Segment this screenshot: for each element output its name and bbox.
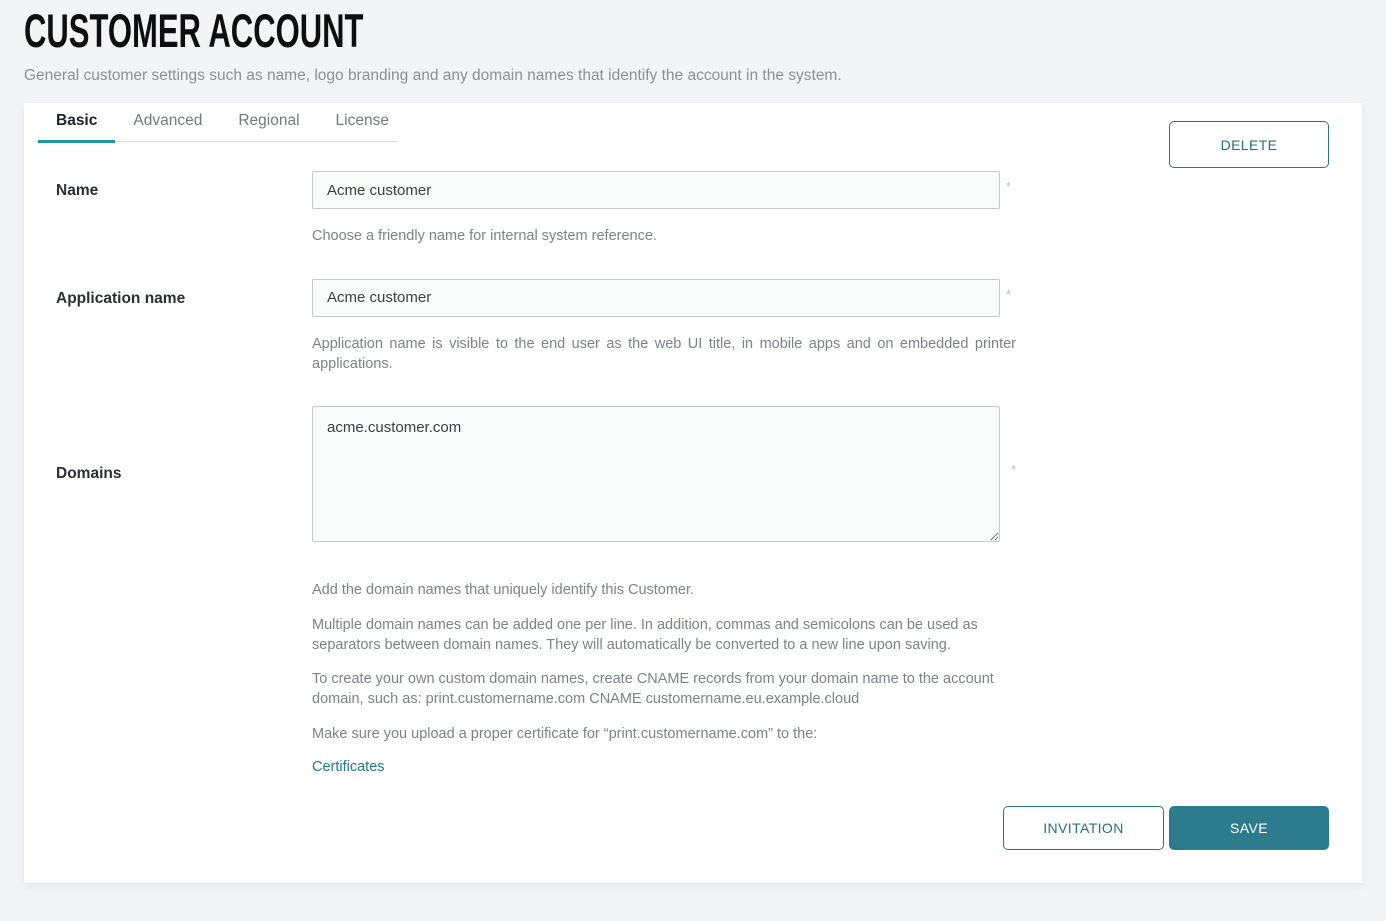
domains-help-paragraph: Make sure you upload a proper certificate for “print.customername.com” to the: (312, 725, 818, 742)
domains-row (56, 406, 1362, 776)
tab-license[interactable]: License (335, 112, 389, 130)
certificates-link[interactable]: Certificates (312, 759, 385, 776)
domains-help-paragraph: Multiple domain names can be added one per line. In addition, commas and semicolons can be used as separators between domain names. They will automatically be converted to a new line upon saving. (312, 616, 978, 653)
domains-help-block (312, 580, 1016, 776)
application-name-help-text: Application name is visible to the end user as the web UI title, in mobile apps and on embedded printer applications. (312, 335, 1016, 372)
settings-card (24, 103, 1362, 883)
application-name-input[interactable] (312, 279, 1000, 317)
name-row (56, 171, 1362, 246)
footer-actions (1003, 806, 1329, 850)
delete-button[interactable]: DELETE (1169, 121, 1329, 168)
customer-form (56, 171, 1362, 776)
page-header (0, 0, 1386, 85)
tab-bar (38, 103, 398, 142)
required-asterisk: * (1006, 179, 1012, 195)
application-name-row (56, 279, 1362, 375)
domains-textarea[interactable] (312, 406, 1000, 542)
invitation-button[interactable]: INVITATION (1003, 806, 1164, 850)
name-help-text: Choose a friendly name for internal system reference. (312, 228, 657, 245)
page-title: CUSTOMER ACCOUNT (24, 4, 364, 57)
save-button[interactable]: SAVE (1169, 806, 1329, 850)
application-name-label: Application name (56, 289, 186, 307)
domains-help-paragraph: To create your own custom domain names, create CNAME records from your domain name to the account domain, such as: print.customername.com CNAME customername.eu.example.cloud (312, 671, 994, 708)
page-subtitle: General customer settings such as name, logo branding and any domain names that identify the account in the system. (24, 67, 842, 85)
domains-label: Domains (56, 465, 122, 483)
tab-regional[interactable]: Regional (238, 112, 300, 130)
name-label: Name (56, 182, 99, 200)
domains-help-paragraph: Add the domain names that uniquely identify this Customer. (312, 582, 695, 599)
required-asterisk: * (1006, 286, 1012, 302)
required-asterisk: * (1010, 462, 1016, 478)
tab-basic[interactable]: Basic (38, 103, 115, 143)
name-input[interactable] (312, 171, 1000, 209)
tab-advanced[interactable]: Advanced (133, 112, 203, 130)
